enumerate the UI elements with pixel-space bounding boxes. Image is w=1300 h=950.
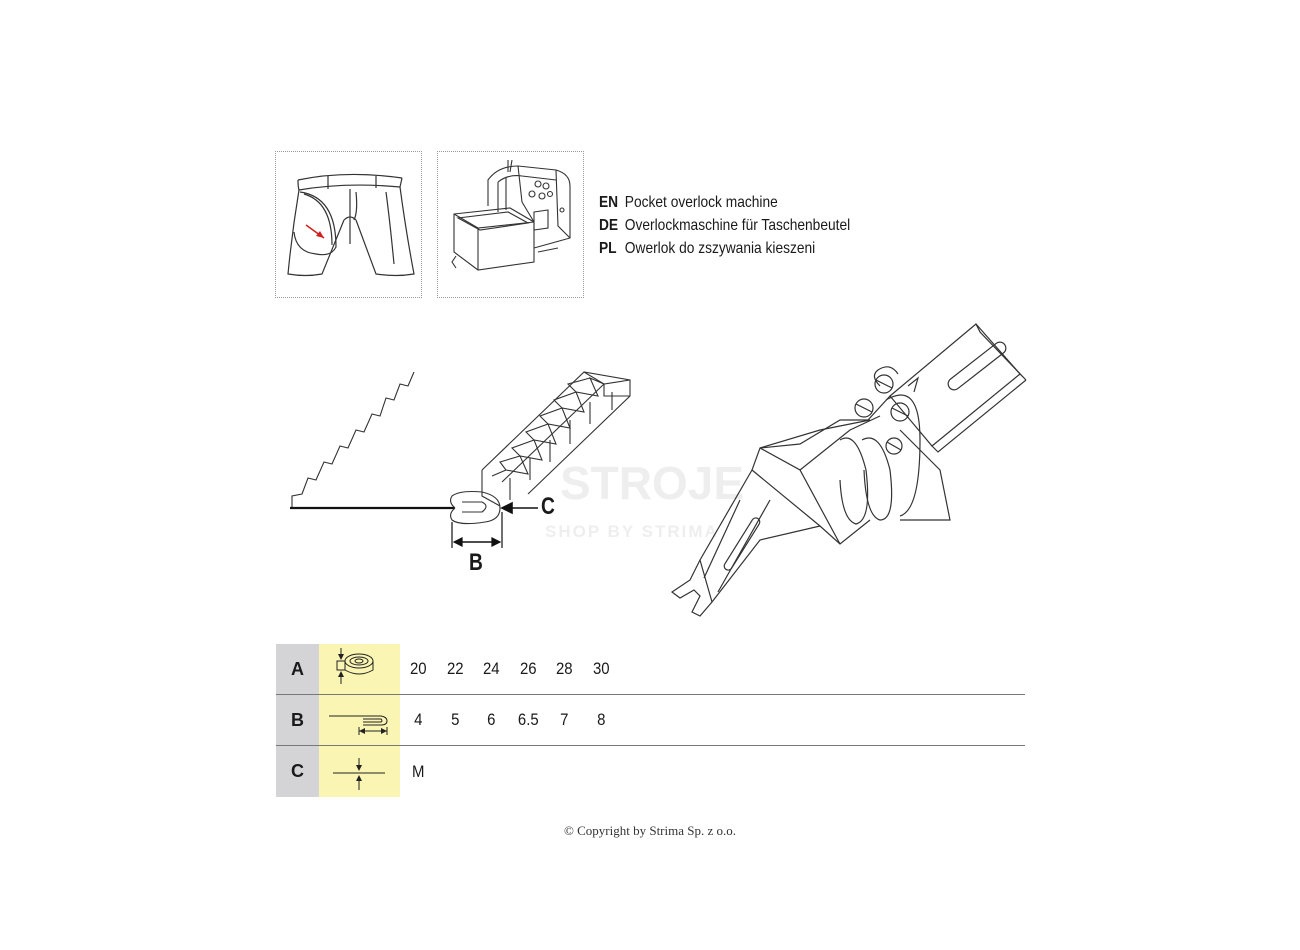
language-code-de: DE [599, 217, 619, 234]
row-values-a [400, 644, 620, 694]
value-c-1: M [412, 761, 425, 781]
value-b-4: 6.5 [517, 710, 539, 729]
row-icon-cell-b [319, 695, 400, 745]
value-a-6: 30 [592, 659, 610, 678]
fold-width-icon [319, 695, 400, 745]
language-text-de: Overlockmaschine für Taschenbeutel [624, 217, 851, 234]
dimension-c-marker [502, 503, 538, 513]
row-key-c: C [276, 746, 319, 797]
value-a-4: 26 [519, 659, 537, 678]
watermark-subtext: SHOP BY STRIMA [545, 522, 719, 541]
material-thickness-icon [319, 746, 400, 797]
copyright-notice: © Copyright by Strima Sp. z o.o. [563, 823, 736, 838]
row-key-a: A [276, 644, 319, 694]
value-b-1: 4 [414, 710, 423, 729]
row-icon-cell-c [319, 746, 400, 797]
watermark-text: STROJE [560, 457, 745, 509]
spec-table [276, 644, 1025, 797]
table-row-b [276, 695, 1025, 746]
binder-attachment-drawing [672, 324, 1026, 616]
language-code-pl: PL [599, 240, 617, 257]
value-a-1: 20 [409, 659, 427, 678]
value-b-6: 8 [597, 710, 606, 729]
row-values-b [400, 695, 620, 745]
dimension-c-label: C [541, 493, 555, 520]
row-icon-cell-a [319, 644, 400, 694]
dimension-b-label: B [469, 549, 483, 576]
dimension-b-marker [452, 512, 502, 548]
value-a-2: 22 [446, 659, 464, 678]
value-a-3: 24 [483, 659, 500, 678]
value-b-2: 5 [450, 710, 460, 729]
language-text-en: Pocket overlock machine [624, 194, 778, 211]
tape-width-icon [319, 644, 400, 694]
language-text-pl: Owerlok do zszywania kieszeni [624, 240, 816, 257]
table-row-c [276, 746, 1025, 797]
table-row-a [276, 644, 1025, 695]
value-b-3: 6 [487, 710, 496, 729]
row-values-c [400, 746, 437, 797]
value-a-5: 28 [556, 659, 573, 678]
value-b-5: 7 [560, 710, 569, 729]
row-key-b: B [276, 695, 319, 745]
language-code-en: EN [599, 194, 619, 211]
fabric-edge-drawing [290, 372, 455, 508]
